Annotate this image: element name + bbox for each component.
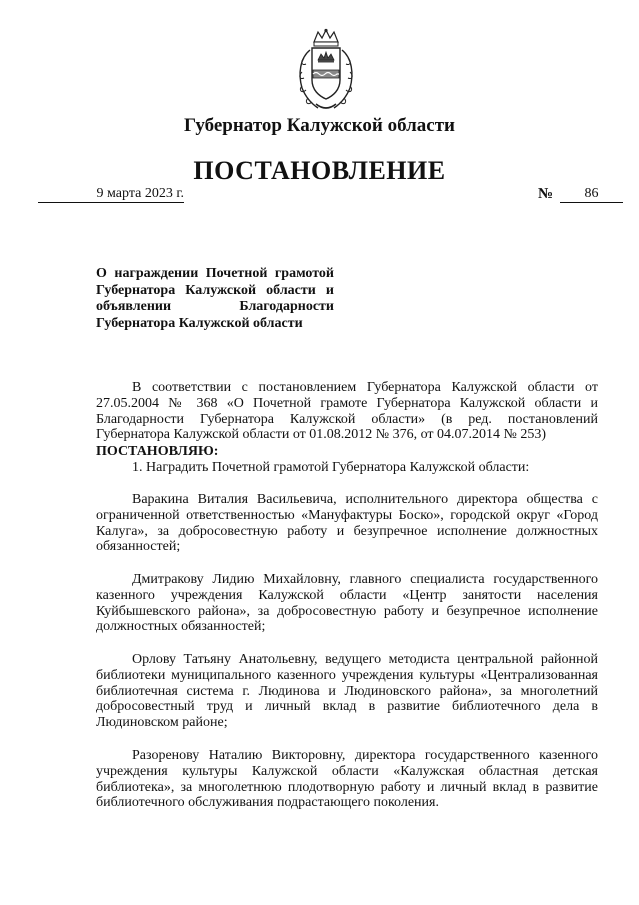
awardee-text: Дмитракову Лидию Михайловну, главного специалиста государственного казенного учреждения Калужской области «Центр занятости населения Куйбышевского района», за добросовестную работу и безупречное исполнение должностных обязанностей; [96, 572, 598, 635]
awardee-text: Разоренову Наталию Викторовну, директора государственного казенного учреждения культуры Калужской области «Калужская областная детская библиотека», за многолетнюю плодотворную работу и личный вклад в развитие библиотечного обслуживания подрастающего поколения. [96, 748, 598, 811]
number-sign: № [538, 186, 554, 202]
awardee-text: Орлову Татьяну Анатольевну, ведущего методиста центральной районной библиотеки муниципального казенного учреждения культуры «Централизованная библиотечная система г. Людинова и Людиновского района», за многолетний добросовестный труд и личный вклад в развитие библиотечного дела в Людиновском районе; [96, 652, 598, 731]
document-type-heading: ПОСТАНОВЛЕНИЕ [193, 156, 446, 185]
kaluga-coat-of-arms-icon [296, 28, 356, 112]
decree-heading: ПОСТАНОВЛЯЮ: [96, 444, 219, 459]
preamble-paragraph [96, 380, 598, 443]
awardee-paragraph [96, 652, 598, 731]
document-number: 86 [560, 186, 623, 203]
awardee-paragraph [96, 492, 598, 555]
awardee-paragraph [96, 572, 598, 635]
document-subject: О награждении Почетной грамотой Губернатора Калужской области и объявлении Благодарности Губернатора Калужской области [96, 266, 334, 331]
decree-item-1 [96, 460, 598, 476]
awardee-text: Варакина Виталия Васильевича, исполнительного директора общества с ограниченной ответственностью «Мануфактуры Боско», городской округ «Город Калуга», за добросовестную работу и безупречное исполнение должностных обязанностей; [96, 492, 598, 555]
issuer-title: Губернатор Калужской области [184, 115, 455, 136]
awardee-paragraph [96, 748, 598, 811]
document-date: 9 марта 2023 г. [38, 186, 184, 203]
decree-item-1-text: 1. Наградить Почетной грамотой Губернатора Калужской области: [132, 460, 530, 475]
preamble-text: В соответствии с постановлением Губернатора Калужской области от 27.05.2004 № 368 «О Почетной грамоте Губернатора Калужской области и Благодарности Губернатора Калужской области» (в ред. постановлений Губернатора Калужской области от 01.08.2012 № 376, от 04.07.2014 № 253) [96, 380, 598, 443]
